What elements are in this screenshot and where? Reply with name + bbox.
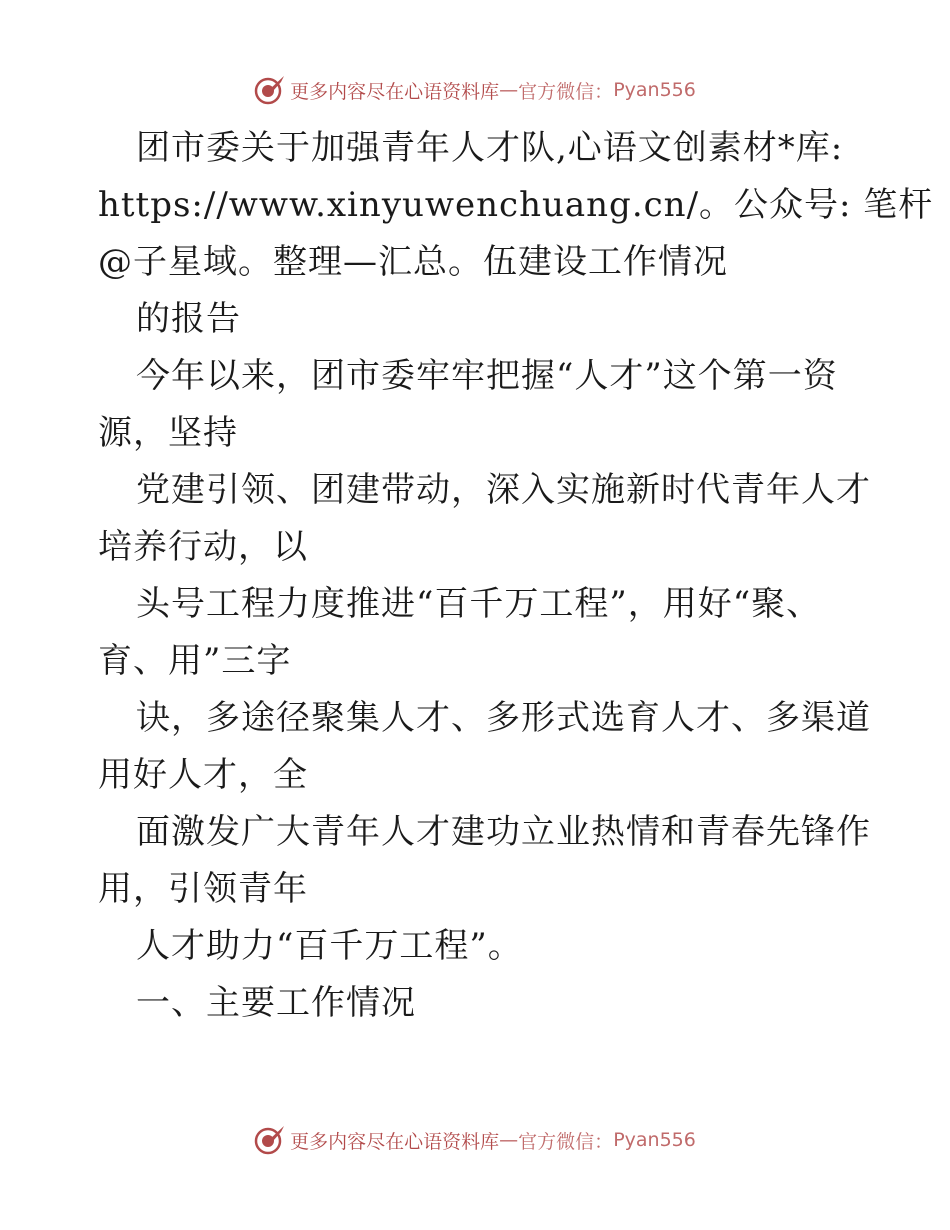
watermark-separator: —: [499, 1129, 519, 1151]
paragraph-line: 面激发广大青年人才建功立业热情和青春先锋作: [136, 812, 871, 852]
paragraph-line: 人才助力“百千万工程”。: [136, 926, 523, 966]
paragraph-line: 用好人才，全: [98, 755, 308, 795]
title-line-2: https://www.xinyuwenchuang.cn/。公众号: 笔杆: [98, 185, 934, 225]
quill-seal-icon: [254, 1124, 286, 1156]
quill-seal-icon: [254, 74, 286, 106]
watermark-separator: —: [499, 79, 519, 101]
paragraph-line: 用，引领青年: [98, 869, 308, 909]
paragraph-line: 诀，多途径聚集人才、多形式选育人才、多渠道: [136, 698, 871, 738]
watermark-text: 更多内容尽在心语资料库: [290, 1130, 500, 1153]
watermark-wechat-label: 官方微信：: [518, 1130, 614, 1153]
watermark-wechat-label: 官方微信：: [518, 80, 614, 103]
paragraph-line: 党建引领、团建带动，深入实施新时代青年人才: [136, 470, 871, 510]
section-heading: 一、主要工作情况: [136, 983, 416, 1023]
watermark-text: 更多内容尽在心语资料库: [290, 80, 500, 103]
paragraph-line: 今年以来，团市委牢牢把握“人才”这个第一资: [136, 356, 838, 396]
document-body: [98, 120, 934, 1032]
paragraph-line: 源，坚持: [98, 413, 238, 453]
watermark-wechat-id: Pyan556: [613, 79, 696, 101]
watermark-wechat-id: Pyan556: [613, 1129, 696, 1151]
title-line-1: 团市委关于加强青年人才队,心语文创素材*库:: [136, 128, 844, 168]
title-line-3: @子星域。整理—汇总。伍建设工作情况: [98, 242, 728, 282]
paragraph-line: 育、用”三字: [98, 641, 292, 681]
header-watermark: [0, 70, 950, 110]
paragraph-line: 头号工程力度推进“百千万工程”，用好“聚、: [136, 584, 822, 624]
title-line-4: 的报告: [136, 299, 241, 339]
footer-watermark: [0, 1120, 950, 1160]
paragraph-line: 培养行动，以: [98, 527, 308, 567]
